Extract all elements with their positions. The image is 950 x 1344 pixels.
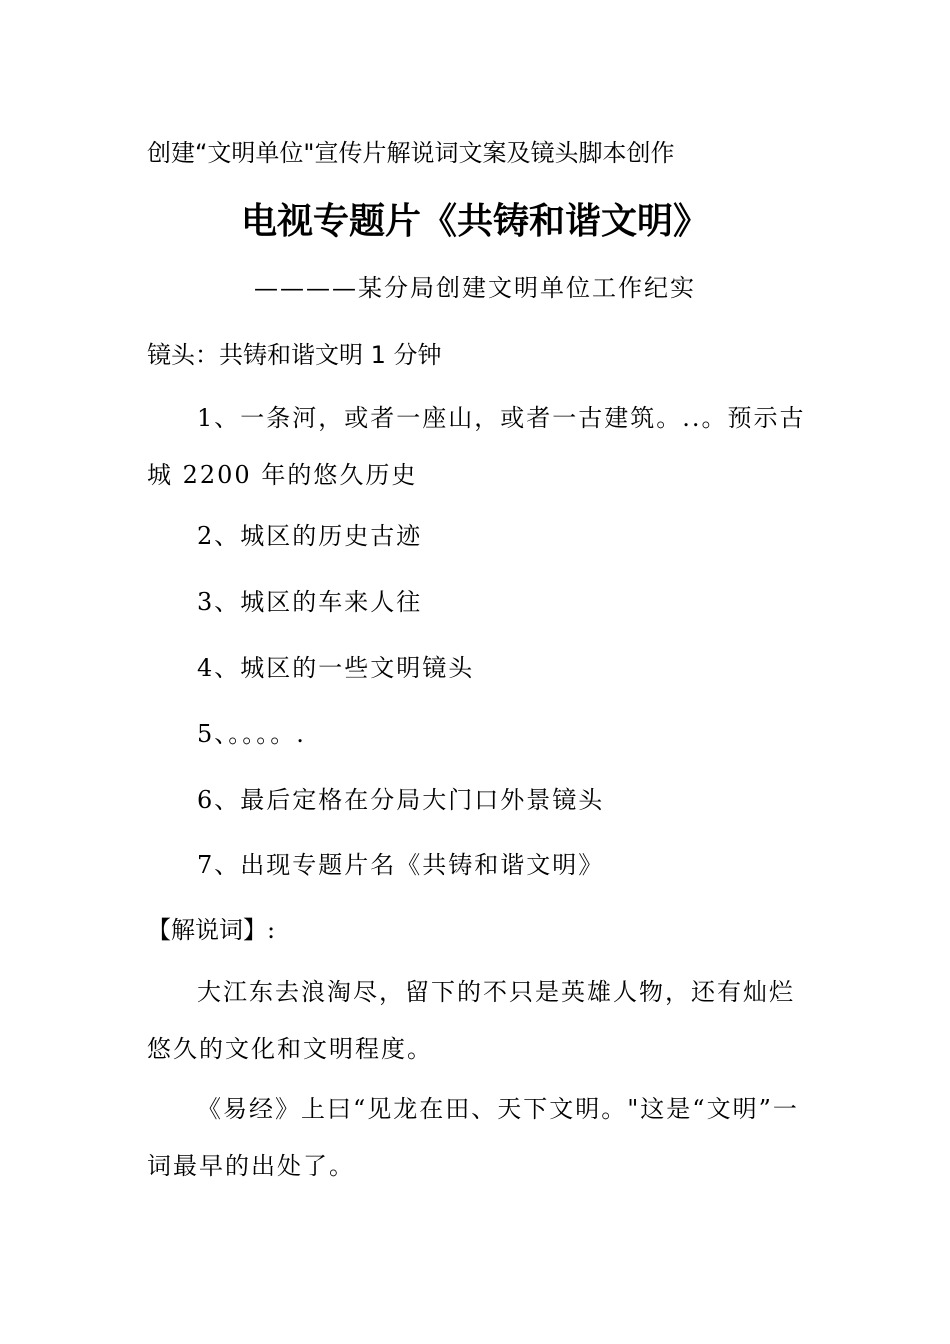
shot-heading: 镜头：共铸和谐文明 1 分钟 (147, 341, 442, 369)
narration-paragraph-2: 《易经》上曰“见龙在田、天下文明。"这是“文明”一词最早的出处了。 (147, 1095, 799, 1180)
document-title: 电视专题片《共铸和谐文明》 (240, 200, 709, 242)
narration-paragraph-1: 大江东去浪淘尽，留下的不只是英雄人物，还有灿烂悠久的文化和文明程度。 (147, 978, 795, 1063)
shot-item-4: 4、城区的一些文明镜头 (197, 654, 475, 682)
shot-item-7: 7、出现专题片名《共铸和谐文明》 (197, 851, 605, 879)
shot-item-3: 3、城区的车来人往 (197, 588, 423, 616)
narration-label: 【解说词】: (147, 916, 276, 944)
document-subtitle: ————某分局创建文明单位工作纪实 (254, 274, 696, 302)
document-header: 创建“文明单位"宣传片解说词文案及镜头脚本创作 (147, 139, 675, 167)
shot-item-6: 6、最后定格在分局大门口外景镜头 (197, 786, 605, 814)
shot-item-2: 2、城区的历史古迹 (197, 522, 423, 550)
shot-item-1: 1、一条河，或者一座山，或者一古建筑。..。预示古城 2200 年的悠久历史 (147, 404, 806, 489)
shot-item-5: 5、。。。。. (197, 720, 306, 748)
